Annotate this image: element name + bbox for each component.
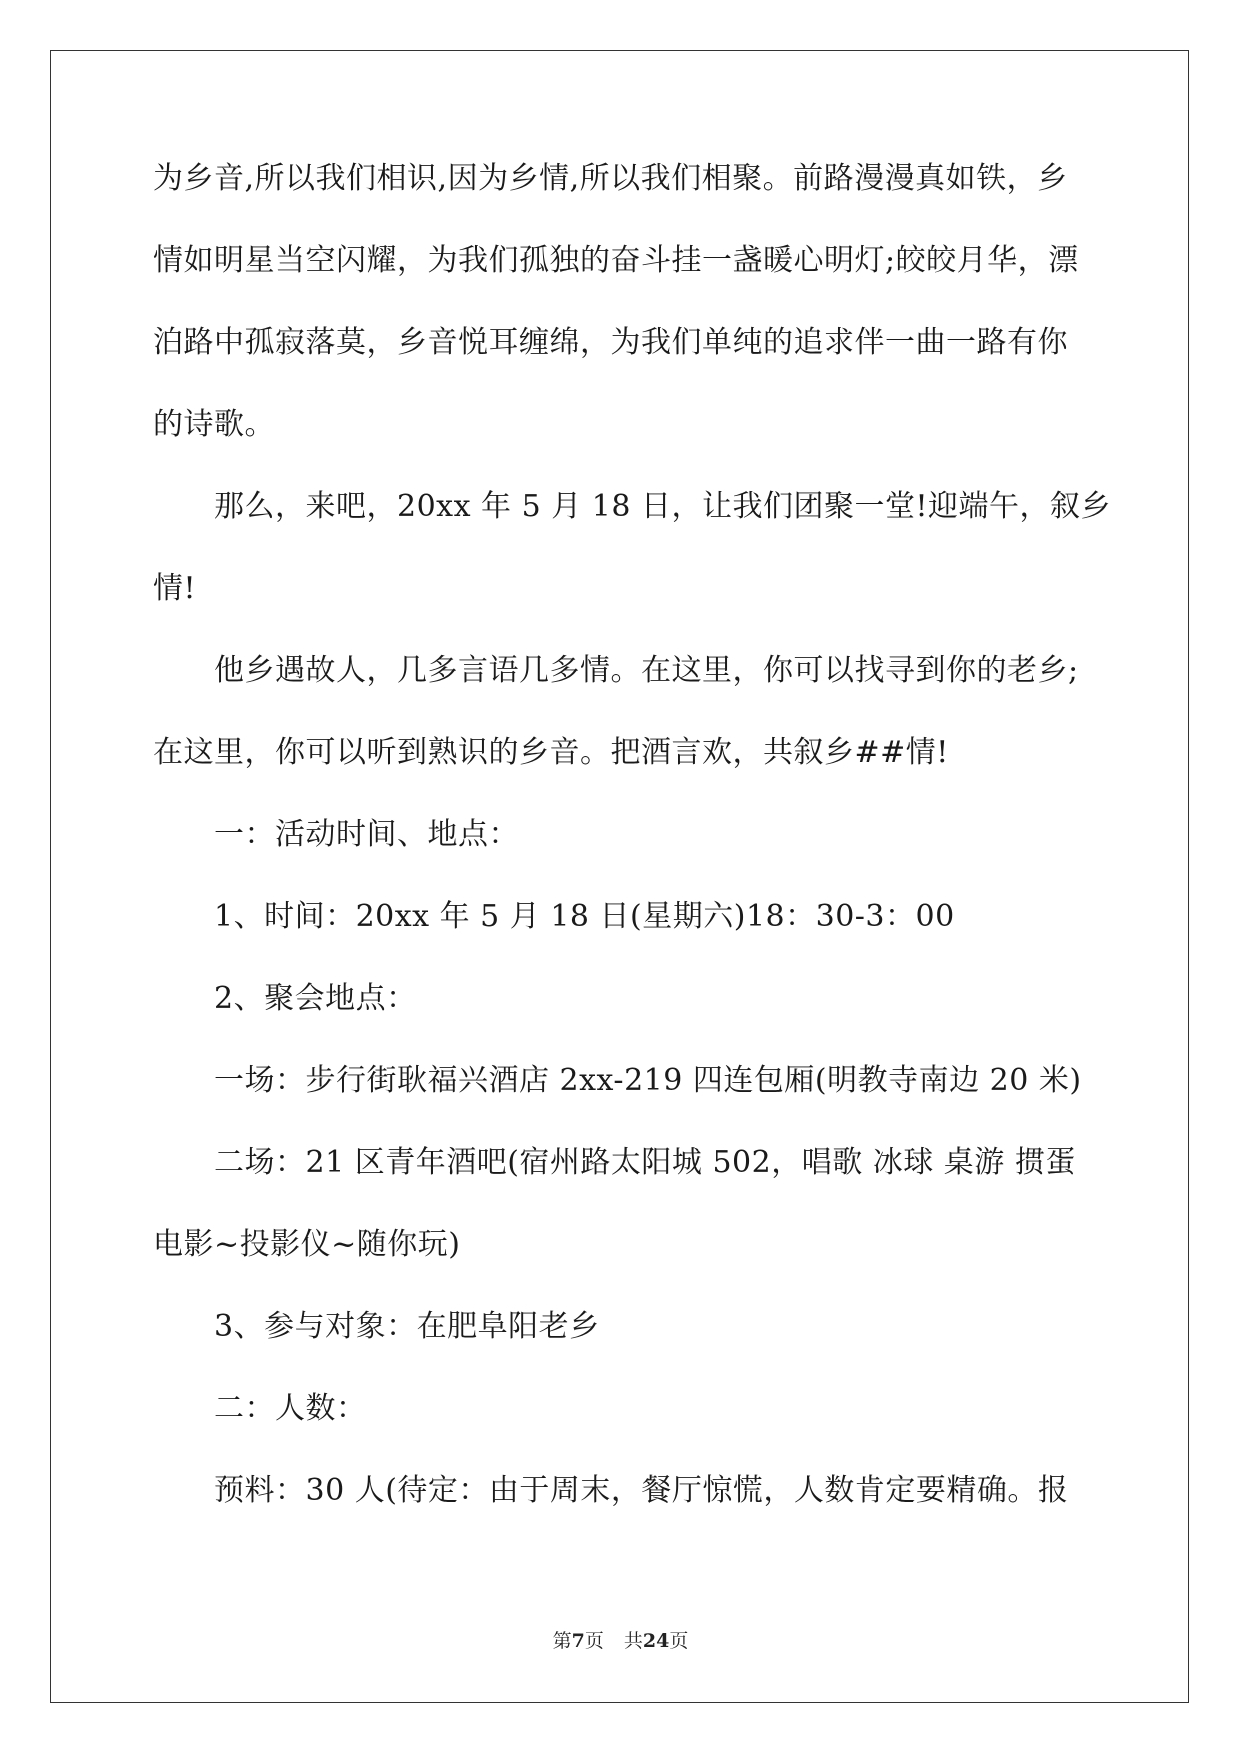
page-prefix: 第 <box>552 1630 572 1652</box>
text-line: 的诗歌。 <box>153 407 275 442</box>
text-line: 2、聚会地点： <box>214 981 417 1016</box>
text-line: 他乡遇故人，几多言语几多情。在这里，你可以找寻到你的老乡; <box>214 653 1079 688</box>
text-line: 为乡音,所以我们相识,因为乡情,所以我们相聚。前路漫漫真如铁，乡 <box>153 161 1068 196</box>
total-prefix: 共 <box>623 1630 643 1652</box>
page-total: 24 <box>642 1630 670 1652</box>
page-unit: 页 <box>584 1630 604 1652</box>
text-line: 一场：步行街耿福兴酒店 2xx-219 四连包厢(明教寺南边 20 米) <box>214 1063 1082 1098</box>
text-line: 预料：30 人(待定：由于周末，餐厅惊慌，人数肯定要精确。报 <box>214 1473 1069 1508</box>
text-line: 在这里，你可以听到熟识的乡音。把酒言欢，共叙乡##情! <box>153 735 949 770</box>
text-line: 泊路中孤寂落莫，乡音悦耳缠绵，为我们单纯的追求伴一曲一路有你 <box>153 325 1068 360</box>
text-line: 二场：21 区青年酒吧(宿州路太阳城 502，唱歌 冰球 桌游 掼蛋 <box>214 1145 1076 1180</box>
section-heading: 一：活动时间、地点： <box>214 817 519 852</box>
text-line: 3、参与对象：在肥阜阳老乡 <box>214 1309 600 1344</box>
text-line: 情! <box>153 571 197 606</box>
document-body <box>153 161 1112 1558</box>
text-line: 1、时间：20xx 年 5 月 18 日(星期六)18：30-3：00 <box>214 899 955 934</box>
text-line: 电影~投影仪~随你玩) <box>153 1227 461 1262</box>
text-line: 那么，来吧，20xx 年 5 月 18 日，让我们团聚一堂!迎端午，叙乡 <box>214 489 1112 524</box>
section-heading: 二：人数： <box>214 1391 367 1426</box>
page-footer <box>0 1626 1241 1653</box>
text-line: 情如明星当空闪耀，为我们孤独的奋斗挂一盏暖心明灯;皎皎月华，漂 <box>153 243 1079 278</box>
total-unit: 页 <box>669 1630 689 1652</box>
page-current: 7 <box>571 1630 585 1652</box>
